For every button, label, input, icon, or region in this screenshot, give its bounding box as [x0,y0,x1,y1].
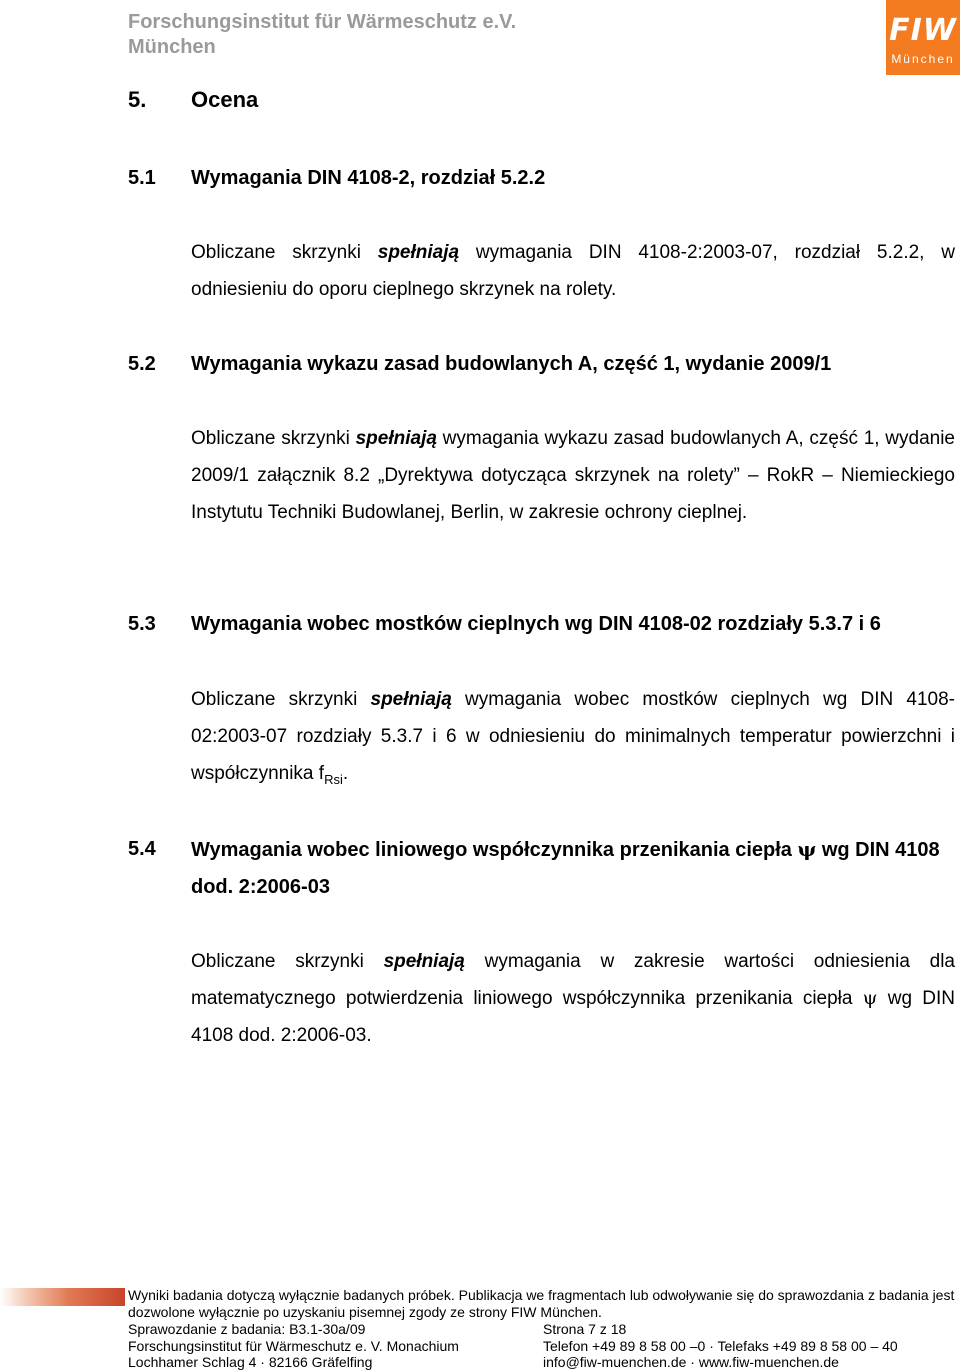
text: wymagania w zakresie wartości odniesienia dla matematycznego potwierdzenia liniowego współczynnika przenikania ciepła [191,951,955,1009]
subsection-title: Wymagania wykazu zasad budowlanych A, część 1, wydanie 2009/1 [191,353,832,375]
footer-disclaimer [128,1287,960,1320]
text: Obliczane skrzynki [191,242,378,263]
psi-symbol: ψ [862,987,878,1009]
disclaimer-line: dozwolone wyłącznie po uzyskaniu pisemnej zgody ze strony FIW München. [128,1303,602,1320]
subscript: Rsi [324,771,343,787]
paragraph-5-3 [191,681,955,798]
section-title: Ocena [191,87,259,112]
text: . [342,763,349,784]
footer-institute: Forschungsinstitut für Wärmeschutz e. V. Monachium [128,1337,459,1354]
section-number: 5. [128,87,147,112]
report-number: Sprawozdanie z badania: B3.1-30a/09 [128,1321,366,1337]
footer-address: Lochhamer Schlag 4 · 82166 Gräfelfing [128,1354,373,1370]
footer-left [128,1321,538,1371]
institute-name: Forschungsinstitut für Wärmeschutz e.V. [128,11,517,33]
institute-header [128,10,728,60]
subsection-number: 5.2 [128,353,156,375]
subsection-title: Wymagania DIN 4108-2, rozdział 5.2.2 [191,167,546,189]
text: Obliczane skrzynki [191,951,384,972]
subsection-number: 5.4 [128,838,156,860]
emphasis: spełniają [377,242,460,263]
text: wg DIN 4108 dod. 2:2006-03 [191,839,940,898]
text: Obliczane skrzynki [191,428,356,449]
text: wymagania wobec mostków cieplnych wg DIN 4108-02:2003-07 rozdziały 5.3.7 i 6 w odniesieniu do minimalnych temperatur powierzchni i współczynnika f [191,689,955,784]
psi-symbol: ψ [797,837,817,861]
emphasis: spełniają [355,428,437,449]
footer-phone: Telefon +49 89 8 58 00 –0 · Telefaks +49 89 8 58 00 – 40 [543,1337,898,1354]
text: Wymagania wobec liniowego współczynnika przenikania ciepła [191,839,798,861]
logo-city: München [891,52,955,66]
page-number: Strona 7 z 18 [543,1321,627,1337]
emphasis: spełniają [370,689,452,710]
subsection-title: Wymagania wobec mostków cieplnych wg DIN 4108-02 rozdziały 5.3.7 i 6 [191,613,881,635]
subsection-number: 5.1 [128,167,156,189]
emphasis: spełniają [383,951,465,972]
institute-city: München [128,36,216,58]
text: Obliczane skrzynki [191,689,371,710]
logo-text: FIW [889,13,957,48]
text: wymagania wykazu zasad budowlanych A, część 1, wydanie 2009/1 załącznik 8.2 „Dyrektywa dotycząca skrzynek na rolety” – RokR – Niemieckiego Instytutu Techniki Budowlanej, Berlin, w zakresie ochrony cieplnej. [191,428,956,523]
footer-gradient-bar [0,1288,125,1306]
paragraph-5-4 [191,943,955,1054]
fiw-logo [886,0,960,75]
text: wymagania DIN 4108-2:2003-07, rozdział 5.2.2, w odniesieniu do oporu cieplnego skrzynek na rolety. [191,242,955,300]
disclaimer-line: Wyniki badania dotyczą wyłącznie badanych próbek. Publikacja we fragmentach lub odwoływanie się do sprawozdania z badania jest [128,1287,955,1303]
footer-right [543,1321,960,1371]
paragraph-5-2 [191,420,955,531]
text: wg DIN 4108 dod. 2:2006-03. [191,988,955,1046]
footer-web: info@fiw-muenchen.de · www.fiw-muenchen.de [543,1354,839,1370]
paragraph-5-1 [191,234,955,308]
subsection-title [191,831,955,906]
subsection-number: 5.3 [128,613,156,635]
